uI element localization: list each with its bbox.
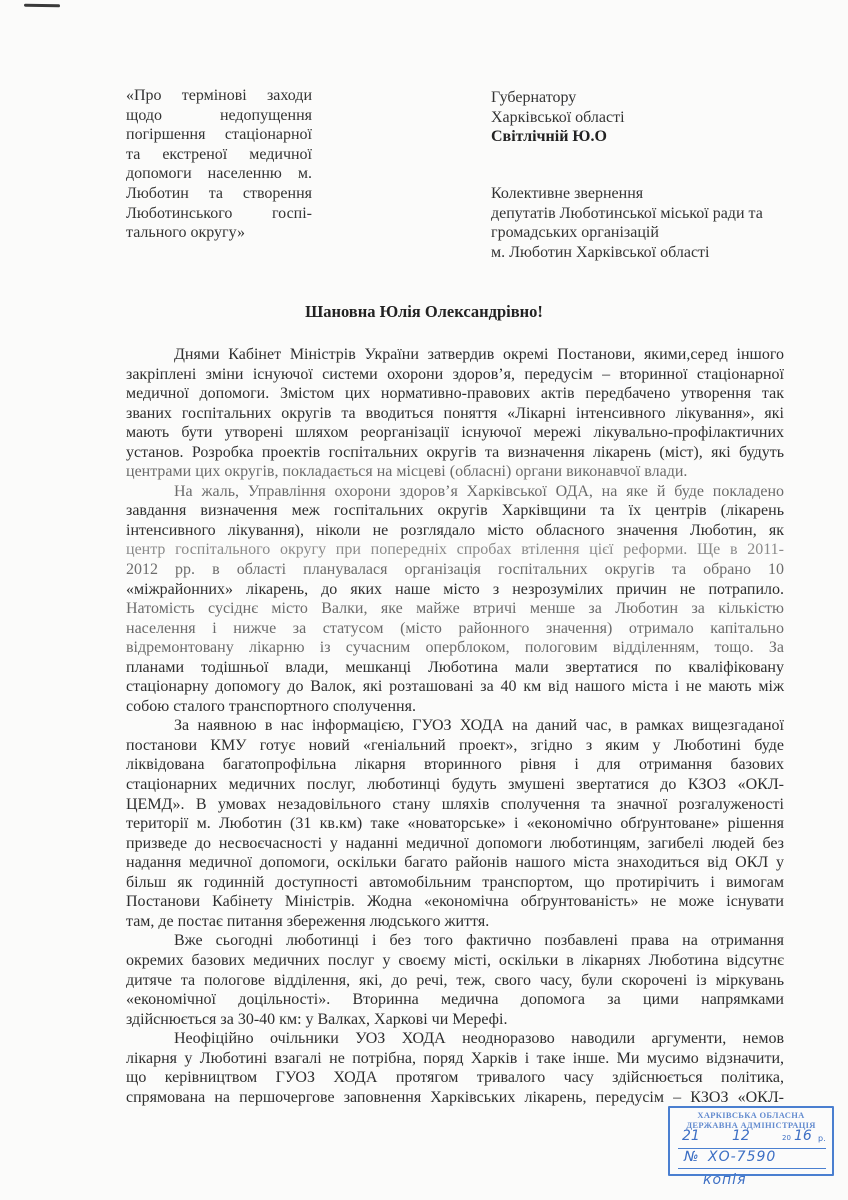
body-line: дитяче та пологове відділення, які, до речі, теж, свого часу, були скорочені із міркувань (126, 971, 784, 989)
scan-mark (24, 4, 60, 8)
addressee-region: Харківської області (491, 108, 625, 126)
body-line: «економічної доцільності». Вторинна медична допомога за цими напрямками (126, 991, 784, 1009)
body-line: населення і нижче за статусом (місто районного значення) отримало капітально (126, 619, 784, 637)
body-line: Натомість сусіднє місто Валки, яке майже втричі менше за Люботин за кількістю (126, 600, 784, 618)
body-line: «міжрайонних» лікарень, до яких наше місто з незрозумілих причин не потрапило. (126, 580, 784, 598)
subject-line: погіршення стаціонарної (126, 126, 312, 144)
sender-line: Колективне звернення (491, 185, 644, 202)
body-line: центрами цих округів, покладається на місцеві (обласні) органи виконавчої влади. (126, 463, 688, 481)
stamp-number-prefix: № (684, 1149, 699, 1165)
subject-line: допомоги населенню м. (126, 165, 312, 183)
subject-line: тального округу» (126, 224, 245, 242)
body-line: Днями Кабінет Міністрів України затвердив окремі Постанови, якими,серед іншого (174, 346, 784, 363)
body-line: мають бути утворені шляхом реорганізації існуючої мережі лікувально-профілактичних (126, 424, 784, 442)
body-line: окремих базових медичних послуг у своєму місті, оскільки в лікарнях Люботина відсутнє (126, 951, 784, 969)
registration-stamp (668, 1106, 834, 1176)
stamp-year-suffix: р. (818, 1134, 826, 1143)
subject-line: «Про термінові заходи (126, 87, 312, 104)
sender-line: депутатів Люботинської міської ради та (491, 204, 763, 222)
addressee-title: Губернатору (491, 89, 577, 106)
sender-block (491, 184, 763, 262)
stamp-day: 21 (682, 1128, 700, 1144)
stamp-month: 12 (732, 1128, 750, 1144)
subject-line: та екстреної медичної (126, 145, 312, 163)
addressee-block (491, 88, 625, 147)
paragraph-1 (126, 345, 784, 482)
body-line: лікарня у Люботині взагалі не потрібна, поряд Харків і таке інше. Ми мусимо відзначити, (126, 1049, 784, 1067)
body-line: Постанови Кабінету Міністрів. Жодна «економічна обґрунтованість» не може існувати (126, 893, 784, 911)
stamp-org-line: ДЕРЖАВНА АДМІНІСТРАЦІЯ (686, 1120, 816, 1130)
paragraph-4 (126, 931, 784, 1029)
body-line: що керівництвом ГУОЗ ХОДА протягом тривалого часу здійснюється політика, (126, 1069, 784, 1087)
subject-line: щодо недопущення (126, 106, 312, 124)
body-line: собою сталого транспортного сполучення. (126, 697, 416, 715)
paragraph-2 (126, 482, 784, 717)
body-line: інтенсивного лікування), ніколи не розглядало місто обласного значення Люботин, як (126, 521, 784, 539)
letter-body (126, 345, 784, 1107)
body-line: На жаль, Управління охорони здоров’я Харківської ОДА, на яке й буде покладено (174, 482, 784, 500)
sender-line: громадських організацій (491, 224, 659, 242)
body-line: стаціонарних медичних послуг, люботинці будуть змушені звертатися до КЗОЗ «ОКЛ- (126, 776, 784, 794)
subject-line: Люботин та створення (126, 184, 312, 202)
stamp-number (678, 1151, 826, 1169)
body-line: постанови КМУ готує новий «геніальний проект», згідно з яким у Люботині буде (126, 736, 784, 754)
body-line: медичної допомоги. Змістом цих нормативно-правових актів передбачено утворення так (126, 385, 784, 403)
body-line: надання медичної допомоги, оскільки багато районів нашого міста знаходиться від ОКЛ у (126, 854, 784, 872)
body-line: там, де постає питання збереження людського життя. (126, 912, 490, 930)
addressee-name: Світлічній Ю.О (491, 128, 607, 146)
body-line: ЦЕМД». В умовах незадовільного стану шляхів сполучення та значної розгалуженості (126, 795, 784, 813)
body-line: завдання визначення меж госпітальних округів Харківщини та їх центрів (лікарень (126, 502, 784, 520)
body-line: За наявною в нас інформацією, ГУОЗ ХОДА на даний час, в рамках вищезгаданої (174, 717, 784, 735)
stamp-year-prefix: 20 (782, 1134, 791, 1142)
body-line: більш як годинній доступності автомобільним транспортом, що протирічить і вимогам (126, 873, 784, 891)
body-line: стаціонарну допомогу до Валок, які розташовані за 40 км від нашого міста і не мають між (126, 678, 784, 696)
body-line: установ. Розробка проектів госпітальних округів та визначення лікарень (міст), які будуть (126, 443, 784, 461)
stamp-number-value: ХО-7590 (708, 1149, 777, 1165)
body-line: спрямована на першочергове заповнення Харківських лікарень, передусім – КЗОЗ «ОКЛ- (126, 1088, 784, 1106)
paragraph-3 (126, 716, 784, 931)
body-line: Вже сьогодні люботинці і без того фактично позбавлені права на отримання (174, 932, 784, 950)
body-line: планами тодішньої влади, мешканці Люботина мали звертатися по кваліфіковану (126, 658, 784, 676)
copy-handwritten-mark: копія (703, 1172, 747, 1188)
body-line: 2012 рр. в області планувалася організація госпітальних округів та обрано 10 (126, 561, 784, 579)
body-line: Неофіційно очільники УОЗ ХОДА неодноразово наводили аргументи, немов (174, 1030, 784, 1048)
stamp-org-line: ХАРКІВСЬКА ОБЛАСНА (697, 1110, 805, 1120)
body-line: призведе до несвоєчасності у наданні медичної допомоги люботинцям, загибелі людей без (126, 834, 784, 852)
paragraph-5 (126, 1029, 784, 1107)
salutation: Шановна Юлія Олександрівно! (305, 302, 543, 321)
body-line: відремонтовану лікарню із сучасним оперблоком, пологовим відділенням, тощо. За (126, 639, 784, 657)
body-line: здійснюється за 30-40 км: у Валках, Харкові чи Мерефі. (126, 1010, 508, 1028)
body-line: ліквідована багатопрофільна лікарня вторинного рівня і для отримання базових (126, 756, 784, 774)
subject-line: Люботинського госпі- (126, 204, 312, 222)
body-line: званих госпітальних округів та вводиться поняття «Лікарні інтенсивного лікування», які (126, 404, 784, 422)
body-line: закріплені зміни існуючої системи охорони здоров’я, передусім – вторинної стаціонарної (126, 365, 784, 383)
body-line: центр госпітального округу при попередніх спробах втілення цієї реформи. Ще в 2011- (126, 541, 784, 559)
stamp-date (678, 1130, 826, 1149)
body-line: території м. Люботин (31 кв.км) таке «новаторське» і «економічно обґрунтоване» рішення (126, 815, 784, 833)
sender-line: м. Люботин Харківської області (491, 243, 710, 261)
stamp-year: 16 (794, 1128, 812, 1144)
letter-subject (126, 86, 312, 243)
